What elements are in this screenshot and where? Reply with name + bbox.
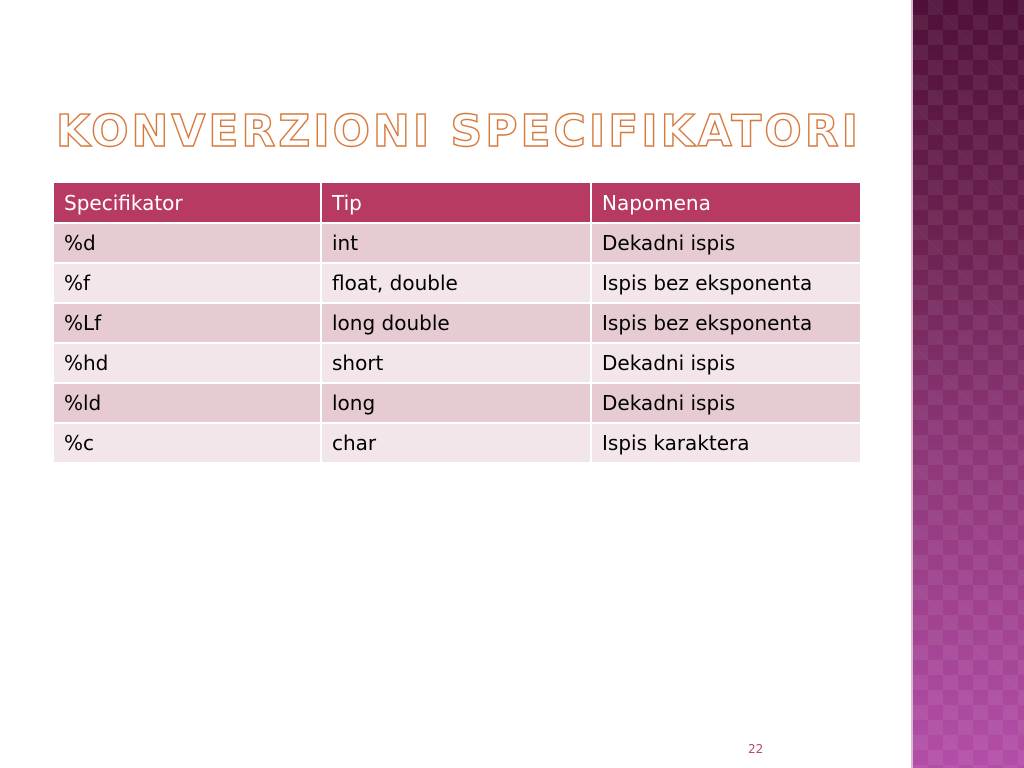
cell-note: Dekadni ispis <box>591 343 861 383</box>
cell-note: Ispis karaktera <box>591 423 861 463</box>
cell-note: Ispis bez eksponenta <box>591 303 861 343</box>
header-cell-tip: Tip <box>321 182 591 223</box>
slide-title: KONVERZIONI SPECIFIKATORI <box>56 106 862 157</box>
decorative-sidebar <box>911 0 1024 768</box>
cell-specifier: %d <box>53 223 321 263</box>
header-cell-specifikator: Specifikator <box>53 182 321 223</box>
cell-specifier: %Lf <box>53 303 321 343</box>
specifier-table <box>52 181 862 464</box>
cell-specifier: %f <box>53 263 321 303</box>
cell-specifier: %hd <box>53 343 321 383</box>
cell-type: short <box>321 343 591 383</box>
cell-type: float, double <box>321 263 591 303</box>
table-row <box>53 303 861 343</box>
cell-type: int <box>321 223 591 263</box>
cell-type: long <box>321 383 591 423</box>
cell-note: Ispis bez eksponenta <box>591 263 861 303</box>
table-row <box>53 263 861 303</box>
cell-specifier: %c <box>53 423 321 463</box>
cell-note: Dekadni ispis <box>591 223 861 263</box>
table-row <box>53 343 861 383</box>
cell-specifier: %ld <box>53 383 321 423</box>
header-cell-napomena: Napomena <box>591 182 861 223</box>
table-row <box>53 223 861 263</box>
cell-type: long double <box>321 303 591 343</box>
page-number: 22 <box>748 742 764 756</box>
cell-type: char <box>321 423 591 463</box>
table-row <box>53 383 861 423</box>
table-row <box>53 423 861 463</box>
cell-note: Dekadni ispis <box>591 383 861 423</box>
table-header-row <box>53 182 861 223</box>
